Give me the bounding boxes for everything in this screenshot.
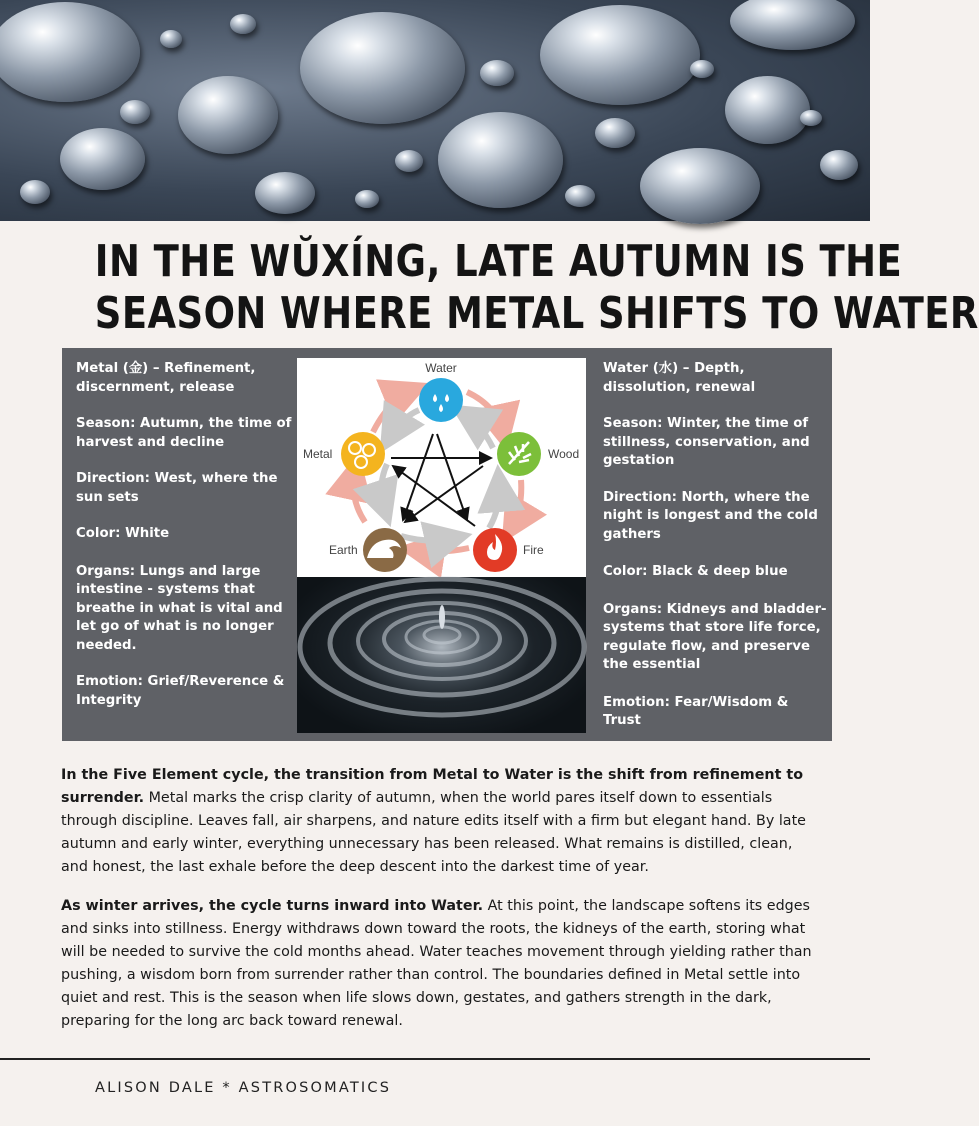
water-direction: Direction: North, where the night is longest and the cold gathers — [603, 489, 818, 542]
inner-cycle-arrows — [381, 410, 499, 541]
paragraph-metal-to-water — [61, 764, 821, 879]
diagram-label-earth: Earth — [329, 543, 358, 557]
footer-divider — [0, 1058, 870, 1060]
wood-element-icon — [497, 432, 541, 476]
metal-emotion: Emotion: Grief/Reverence & Integrity — [76, 674, 285, 708]
page-title-line-2: SEASON WHERE METAL SHIFTS TO WATER — [94, 288, 979, 339]
diagram-label-metal: Metal — [303, 447, 333, 461]
diagram-label-fire: Fire — [523, 543, 544, 557]
earth-element-icon — [363, 528, 407, 572]
metal-color: Color: White — [76, 526, 170, 541]
metal-organs: Organs: Lungs and large intestine - systems that breathe in what is vital and let go of what is no longer needed. — [76, 563, 283, 653]
controlling-star-arrows — [391, 434, 491, 526]
five-element-diagram — [297, 358, 586, 577]
metal-element-icon — [341, 432, 385, 476]
footer-author: ALISON DALE * ASTROSOMATICS — [95, 1080, 392, 1096]
water-emotion: Emotion: Fear/Wisdom & Trust — [603, 694, 789, 728]
diagram-label-water: Water — [425, 361, 457, 375]
metal-season: Season: Autumn, the time of harvest and decline — [76, 416, 292, 450]
water-organs: Organs: Kidneys and bladder- systems that store life force, regulate flow, and preserve the essential — [603, 601, 827, 672]
metal-direction: Direction: West, where the sun sets — [76, 471, 278, 505]
water-season: Season: Winter, the time of stillness, conservation, and gestation — [603, 416, 810, 468]
paragraph-winter-water — [61, 895, 821, 1033]
metal-heading: Metal (金) – Refinement, discernment, release — [76, 361, 256, 395]
paragraph-1-lead: In the Five Element cycle, the transition from Metal to Water is the shift from refinement to surrender. — [61, 767, 804, 806]
water-column — [603, 360, 828, 731]
water-color: Color: Black & deep blue — [603, 564, 788, 579]
water-ripple-image — [297, 577, 586, 733]
fire-element-icon — [473, 528, 517, 572]
hero-water-droplets-image — [0, 0, 870, 221]
water-heading: Water (水) – Depth, dissolution, renewal — [603, 361, 756, 395]
page-title-line-1: IN THE WŬXÍNG, LATE AUTUMN IS THE — [94, 236, 903, 287]
diagram-label-wood: Wood — [548, 447, 580, 461]
water-element-icon — [419, 378, 463, 422]
paragraph-2-lead: As winter arrives, the cycle turns inward into Water. — [61, 898, 484, 914]
paragraph-1-body: Metal marks the crisp clarity of autumn, when the world pares itself down to essentials through discipline. Leaves fall, air sharpens, and nature edits itself with a firm but elegant hand. By late autumn and early winter, everything unnecessary has been released. What remains is distilled, clean, and honest, the last exhale before the deep descent into the darkest time of year. — [61, 790, 806, 875]
metal-column — [76, 360, 300, 710]
paragraph-2-body: At this point, the landscape softens its edges and sinks into stillness. Energy withdraws down toward the roots, the kidneys of the earth, storing what will be needed to survive the cold months ahead. Water teaches movement through yielding rather than pushing, a wisdom born from surrender rather than control. The boundaries defined in Metal settle into quiet and rest. This is the season when life slows down, gestates, and gathers strength in the dark, preparing for the long arc back toward renewal. — [61, 898, 812, 1029]
